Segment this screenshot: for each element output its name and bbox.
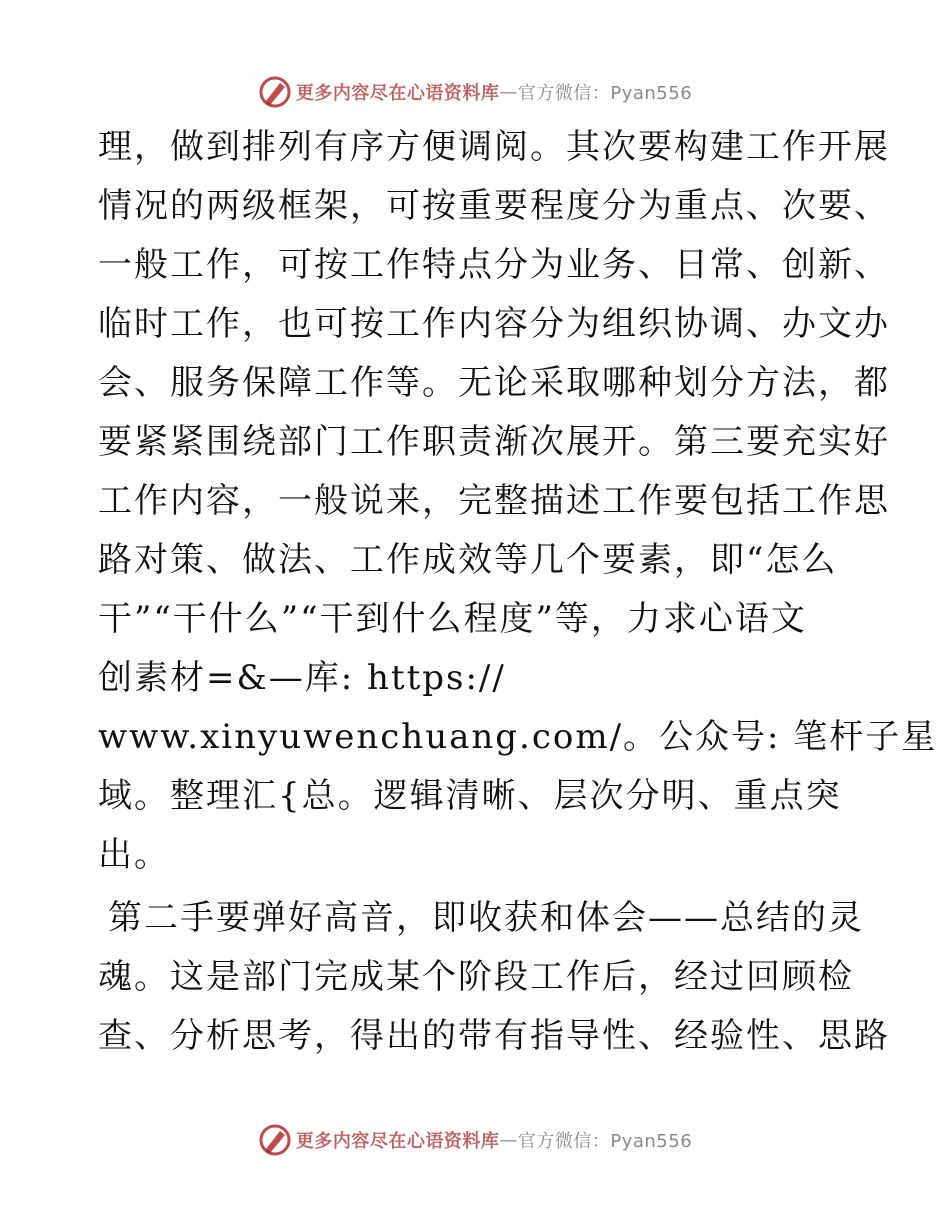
- pen-logo-icon: [258, 1123, 292, 1157]
- watermark-contact: 官方微信：Pyan556: [517, 1131, 693, 1152]
- text-line: 会、服务保障工作等。无论采取哪种划分方法，都: [98, 363, 890, 403]
- document-body: [98, 118, 938, 1066]
- watermark-text: 更多内容尽在心语资料库: [295, 83, 500, 104]
- text-line: 要紧紧围绕部门工作职责渐次展开。第三要充实好: [98, 422, 890, 462]
- text-line: 创素材=&—库: https://: [98, 658, 506, 698]
- footer-watermark: [0, 1120, 950, 1160]
- text-line: 第二手要弹好高音，即收获和体会——总结的灵: [108, 898, 864, 938]
- text-line: 临时工作，也可按工作内容分为组织协调、办文办: [98, 304, 890, 344]
- text-line: 干”“干什么”“干到什么程度”等，力求心语文: [98, 599, 807, 639]
- text-line: 路对策、做法、工作成效等几个要素，即“怎么: [98, 540, 838, 580]
- watermark-separator: —: [499, 1129, 518, 1151]
- text-line: 理，做到排列有序方便调阅。其次要构建工作开展: [98, 127, 890, 167]
- header-watermark: [0, 72, 950, 112]
- watermark-separator: —: [499, 81, 518, 103]
- pen-logo-icon: [258, 75, 292, 109]
- text-line: 一般工作，可按工作特点分为业务、日常、创新、: [98, 245, 890, 285]
- text-line: 魂。这是部门完成某个阶段工作后，经过回顾检: [98, 957, 854, 997]
- text-line: www.xinyuwenchuang.com/。公众号: 笔杆子星: [98, 717, 938, 757]
- text-line: 查、分析思考，得出的带有指导性、经验性、思路: [98, 1016, 890, 1056]
- text-line: 情况的两级框架，可按重要程度分为重点、次要、: [98, 186, 890, 226]
- text-line: 出。: [98, 835, 170, 875]
- text-line: 工作内容，一般说来，完整描述工作要包括工作思: [98, 481, 890, 521]
- watermark-contact: 官方微信：Pyan556: [517, 83, 693, 104]
- watermark-text: 更多内容尽在心语资料库: [295, 1131, 500, 1152]
- text-line: 域。整理汇{总。逻辑清晰、层次分明、重点突: [98, 776, 842, 816]
